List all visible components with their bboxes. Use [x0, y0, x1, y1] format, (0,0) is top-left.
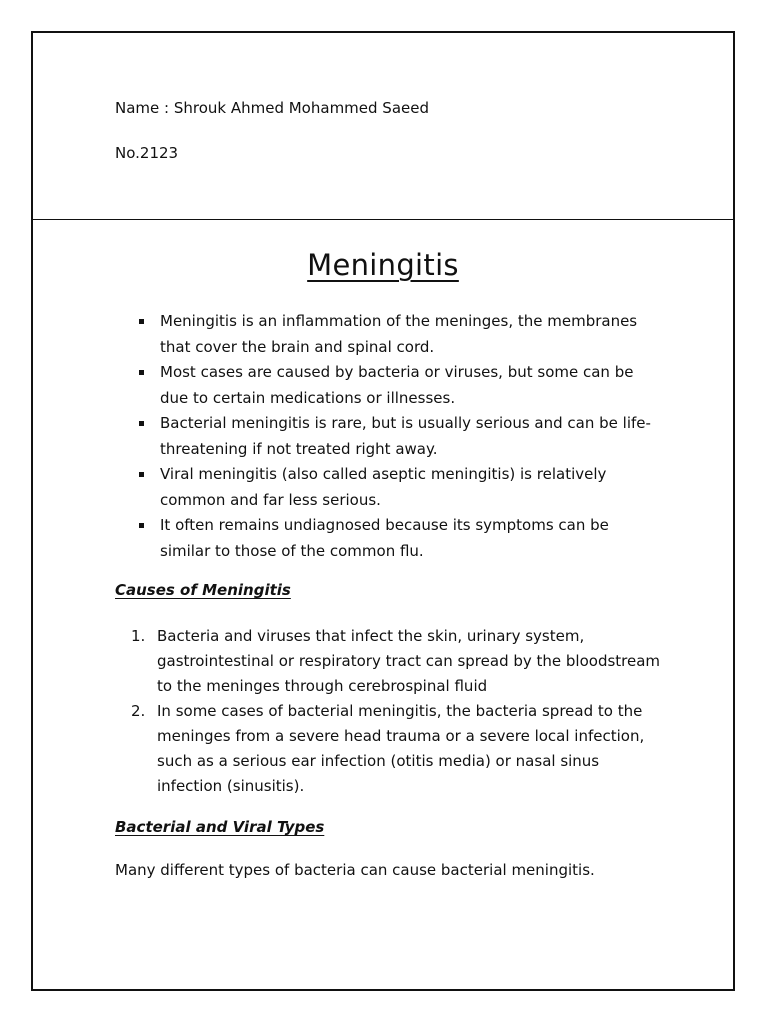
bullet-text: Most cases are caused by bacteria or viruses, but some can be due to certain medications or illnesses. — [160, 363, 634, 407]
list-item — [139, 309, 659, 360]
list-item-text: In some cases of bacterial meningitis, the bacteria spread to the meninges from a severe head trauma or a severe local infection, such as a serious ear infection (otitis media) or nasal sinus infection (sinusitis). — [157, 702, 645, 795]
list-number: 1. — [131, 627, 146, 645]
bullet-text: It often remains undiagnosed because its symptoms can be similar to those of the common flu. — [160, 516, 609, 560]
causes-section-heading: Causes of Meningitis — [115, 581, 291, 599]
types-paragraph: Many different types of bacteria can cause bacterial meningitis. — [115, 861, 595, 879]
list-number: 2. — [131, 702, 146, 720]
list-item — [131, 699, 661, 799]
list-item — [139, 513, 659, 564]
list-item — [131, 624, 661, 699]
bullet-text: Bacterial meningitis is rare, but is usually serious and can be life-threatening if not treated right away. — [160, 414, 651, 458]
list-item-text: Bacteria and viruses that infect the skin, urinary system, gastrointestinal or respiratory tract can spread by the bloodstream to the meninges through cerebrospinal fluid — [157, 627, 661, 695]
types-section-heading: Bacterial and Viral Types — [115, 818, 325, 836]
causes-numbered-list — [131, 624, 661, 799]
document-title: Meningitis — [307, 248, 459, 282]
overview-bullet-list — [139, 309, 659, 564]
list-item — [139, 411, 659, 462]
bullet-text: Meningitis is an inflammation of the meninges, the membranes that cover the brain and spinal cord. — [160, 312, 638, 356]
student-info-header — [33, 33, 733, 220]
square-bullet-icon — [139, 472, 144, 477]
student-name: Name : Shrouk Ahmed Mohammed Saeed — [115, 99, 429, 117]
square-bullet-icon — [139, 421, 144, 426]
square-bullet-icon — [139, 319, 144, 324]
document-page — [31, 31, 735, 991]
list-item — [139, 462, 659, 513]
square-bullet-icon — [139, 523, 144, 528]
square-bullet-icon — [139, 370, 144, 375]
student-number: No.2123 — [115, 144, 179, 162]
bullet-text: Viral meningitis (also called aseptic meningitis) is relatively common and far less serious. — [160, 465, 607, 509]
list-item — [139, 360, 659, 411]
